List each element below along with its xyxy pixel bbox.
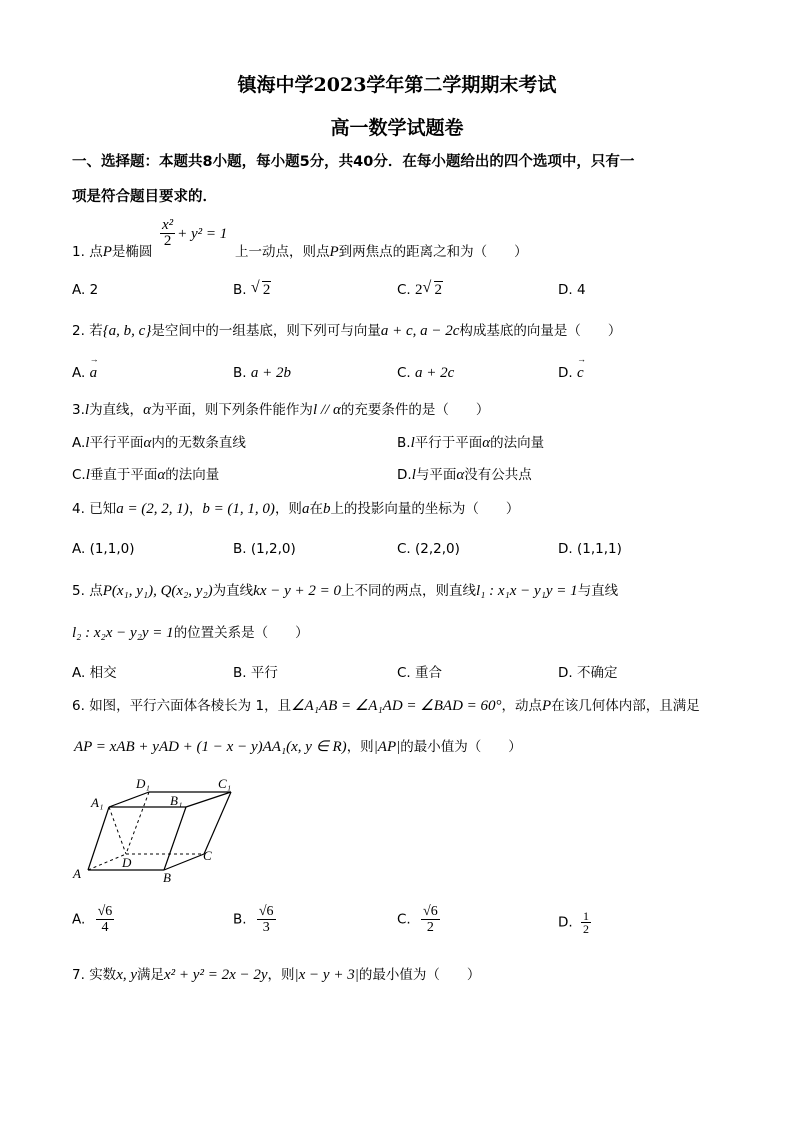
q7-post: 的最小值为（ ）: [358, 967, 481, 983]
q6-line1c: 在该几何体内部，且满足: [551, 698, 700, 714]
q5-l1: l₁ : x₁x − y₁y = 1: [476, 583, 578, 599]
q5-post: 与直线: [577, 583, 619, 599]
q6-abs: |AP|: [373, 739, 401, 755]
q6-option-a-num: √6: [97, 904, 113, 919]
parallelepiped-figure: [70, 772, 250, 887]
q7-pre: 实数: [89, 967, 117, 983]
q7-expr: |x − y + 3|: [294, 967, 359, 983]
q2-option-a-expr: → a: [90, 365, 98, 382]
q2-option-c-label: C.: [397, 365, 411, 381]
q6-line1a: 如图，平行六面体各棱长为 1，且: [89, 698, 292, 714]
q4-a: a: [301, 501, 310, 517]
q3-option-d-text: 与平面: [415, 467, 457, 483]
q6-p: P: [542, 698, 552, 714]
q3-option-d-label: D.: [397, 467, 412, 483]
q6-option-a-den: 4: [101, 920, 109, 935]
q3-option-a: [72, 431, 246, 452]
q7-mid2: ，则: [267, 967, 295, 983]
q1-post1: 上一动点，则点: [235, 244, 330, 260]
q5-mid2: 上不同的两点，则直线: [341, 583, 476, 599]
q2-option-d: [558, 365, 584, 382]
q6-line1b: ，动点: [501, 698, 543, 714]
q3-option-a-text2: 内的无数条直线: [151, 435, 246, 451]
q4-option-a: A. (1,1,0): [72, 541, 135, 557]
q1-ellipse-equation: [160, 218, 227, 249]
q1-option-a: A. 2: [72, 282, 99, 298]
question-3: [72, 401, 489, 419]
q2-option-c: [397, 365, 454, 382]
q4-b: b: [322, 501, 331, 517]
q3-number: 3.: [72, 402, 85, 418]
q2-option-a-label: A.: [72, 365, 86, 381]
q1-eq-frac-num: x²: [162, 217, 174, 233]
edge-a-d-hidden: [88, 854, 126, 870]
q5-number: 5.: [72, 583, 85, 599]
q6-option-b-num: √6: [258, 904, 274, 919]
edge-a1-a: [88, 807, 109, 870]
q6-vector-eq: AP = xAB + yAD + (1 − x − y)AA₁(x, y ∈ R): [74, 739, 347, 755]
q6-option-d-num: 1: [582, 909, 589, 923]
q6-option-d-den: 2: [582, 922, 589, 936]
q3-option-d-l: l: [411, 467, 416, 483]
q5-mid: 为直线: [212, 583, 254, 599]
q1-point-p: P: [102, 244, 112, 260]
q1-eq-rest: + y² = 1: [177, 226, 228, 242]
q4-mid: ，则: [274, 501, 302, 517]
q6-option-a: [72, 904, 114, 935]
q1-text-post: [235, 243, 528, 261]
q3-cond: l // α: [312, 402, 341, 418]
q1-option-c-label: C.: [397, 282, 411, 298]
q6-option-a-label: A.: [72, 911, 86, 928]
q4-option-d: D. (1,1,1): [558, 541, 622, 557]
q6-option-b-label: B.: [233, 911, 247, 928]
q2-post: 构成基底的向量是（ ）: [459, 323, 622, 339]
q2-option-d-expr: → c: [577, 365, 584, 382]
q5-post2: 的位置关系是（ ）: [173, 625, 309, 641]
q7-eq: x² + y² = 2x − 2y: [164, 967, 268, 983]
q1-text-pre: 点: [89, 244, 103, 260]
q1-post2: 到两焦点的距离之和为（ ）: [338, 244, 528, 260]
q3-option-d-text2: 没有公共点: [464, 467, 532, 483]
q6-number: 6.: [72, 698, 85, 714]
edge-b1-c1: [186, 792, 231, 807]
q3-option-a-alpha: α: [143, 435, 152, 451]
q3-option-d: [397, 463, 532, 484]
label-a: A: [73, 866, 81, 881]
q3-option-a-label: A.: [72, 435, 86, 451]
q2-mid: 是空间中的一组基底，则下列可与向量: [151, 323, 381, 339]
q6-line2c: 的最小值为（ ）: [400, 739, 522, 755]
edge-a1-d-hidden: [109, 807, 126, 854]
edge-a1-d1: [109, 792, 149, 807]
q1-option-b-label: B.: [233, 282, 247, 298]
q6-option-d-label: D.: [558, 914, 573, 931]
label-d: D: [122, 855, 132, 870]
q3-option-d-alpha: α: [456, 467, 465, 483]
section-heading-line2: 项是符合题目要求的．: [72, 189, 217, 205]
q5-option-b: B. 平行: [233, 665, 278, 681]
q1-option-b: B. √ 2: [233, 279, 271, 298]
q2-option-d-label: D.: [558, 365, 573, 381]
q5-option-a: A. 相交: [72, 665, 117, 681]
q3-option-b-l: l: [410, 435, 415, 451]
q4-option-b: B. (1,2,0): [233, 541, 296, 557]
q3-option-b-alpha: α: [482, 435, 491, 451]
question-6: [72, 697, 700, 715]
q1-option-c-radicand: 2: [434, 282, 443, 298]
q2-pre: 若: [89, 323, 103, 339]
q3-text3: 的充要条件的是（ ）: [340, 402, 490, 418]
exam-title: 镇海中学2023学年第二学期期末考试: [237, 74, 557, 96]
section-heading-line1: 一、选择题：本题共8小题，每小题5分，共40分．在每小题给出的四个选项中，只有一: [72, 154, 635, 170]
label-c: C: [203, 848, 212, 863]
q3-option-b-text2: 的法向量: [490, 435, 545, 451]
q3-option-b-label: B.: [397, 435, 411, 451]
question-5: [72, 582, 618, 600]
q1-option-b-radicand: 2: [262, 282, 271, 298]
q6-angles: ∠A₁AB = ∠A₁AD = ∠BAD = 60°: [291, 698, 502, 714]
q3-option-a-l: l: [85, 435, 90, 451]
q3-l: l: [84, 402, 90, 418]
q2-option-b-expr: a + 2b: [250, 365, 291, 381]
q1-number: 1.: [72, 244, 85, 260]
exam-subtitle: 高一数学试题卷: [330, 117, 464, 139]
q1-option-c-coef: 2: [415, 282, 423, 298]
q5-l2: l₂ : x₂x − y₂y = 1: [72, 625, 174, 641]
q4-a-eq: a = (2, 2, 1): [116, 501, 189, 517]
q2-number: 2.: [72, 323, 85, 339]
q4-b-eq: b = (1, 1, 0): [202, 501, 275, 517]
q1-option-d: D. 4: [558, 282, 586, 298]
q1-point-p2: P: [329, 244, 339, 260]
q5-option-c: C. 重合: [397, 665, 443, 681]
edge-c1-c: [204, 792, 231, 854]
question-6-line2: [74, 738, 522, 756]
q3-option-b-text: 平行于平面: [414, 435, 483, 451]
q6-option-b: [233, 904, 276, 935]
q3-text1: 为直线，: [89, 402, 144, 418]
q4-in: 在: [309, 501, 323, 517]
q6-option-c-den: 2: [426, 920, 434, 935]
q3-option-c-text: 垂直于平面: [89, 467, 158, 483]
label-c1: C₁: [218, 776, 232, 791]
q4-number: 4.: [72, 501, 85, 517]
edge-b-c: [164, 854, 204, 870]
q4-option-c: C. (2,2,0): [397, 541, 460, 557]
label-a1: A₁: [91, 795, 104, 810]
q2-option-b: [233, 365, 291, 382]
label-b: B: [163, 870, 171, 885]
q7-number: 7.: [72, 967, 85, 983]
q2-option-c-expr: a + 2c: [415, 365, 455, 381]
q4-post: 上的投影向量的坐标为（ ）: [330, 501, 520, 517]
q7-xy: x, y: [116, 967, 138, 983]
q3-option-a-text: 平行平面: [89, 435, 144, 451]
question-7: [72, 966, 480, 984]
q7-mid: 满足: [137, 967, 165, 983]
q1-option-c: C. 2 √ 2: [397, 279, 443, 298]
q3-alpha: α: [143, 402, 151, 418]
q2-basis: {a, b, c}: [102, 323, 152, 339]
q6-option-c-num: √6: [423, 904, 438, 919]
label-b1: B₁: [170, 793, 183, 808]
q5-option-d: D. 不确定: [558, 665, 618, 681]
q3-option-c-label: C.: [72, 467, 86, 483]
q2-option-b-label: B.: [233, 365, 247, 381]
q6-line2b: ，则: [346, 739, 374, 755]
question-1: [72, 243, 152, 261]
q6-option-c-label: C.: [397, 911, 411, 928]
q3-text2: 为平面，则下列条件能作为: [150, 402, 313, 418]
question-4: 4. 已知a = (2, 2, 1)，b = (1, 1, 0)，则a在b上的投影向量的坐标为（ ）: [72, 501, 520, 517]
q1-text-mid: 是椭圆: [111, 244, 153, 260]
q3-option-b: [397, 431, 544, 452]
edge-b1-b: [164, 807, 186, 870]
q2-option-a: [72, 365, 97, 382]
q2-vectors: a + c, a − 2c: [380, 323, 460, 339]
question-5-line2: [72, 624, 309, 642]
q3-option-c-l: l: [85, 467, 90, 483]
q6-option-b-den: 3: [262, 920, 270, 935]
q3-option-c: [72, 463, 219, 484]
q5-points: P(x₁, y₁), Q(x₂, y₂): [102, 583, 213, 599]
q6-option-c: [397, 904, 440, 935]
q3-option-c-alpha: α: [157, 467, 166, 483]
edge-d1-d-hidden: [126, 792, 149, 854]
q4-pre: 已知: [89, 501, 117, 517]
question-2: [72, 322, 621, 340]
q6-option-d: [558, 910, 591, 935]
label-d1: D₁: [136, 776, 150, 791]
q3-option-c-text2: 的法向量: [165, 467, 220, 483]
q1-eq-frac-den: 2: [163, 233, 172, 249]
q5-line: kx − y + 2 = 0: [253, 583, 341, 599]
q5-pre: 点: [89, 583, 103, 599]
